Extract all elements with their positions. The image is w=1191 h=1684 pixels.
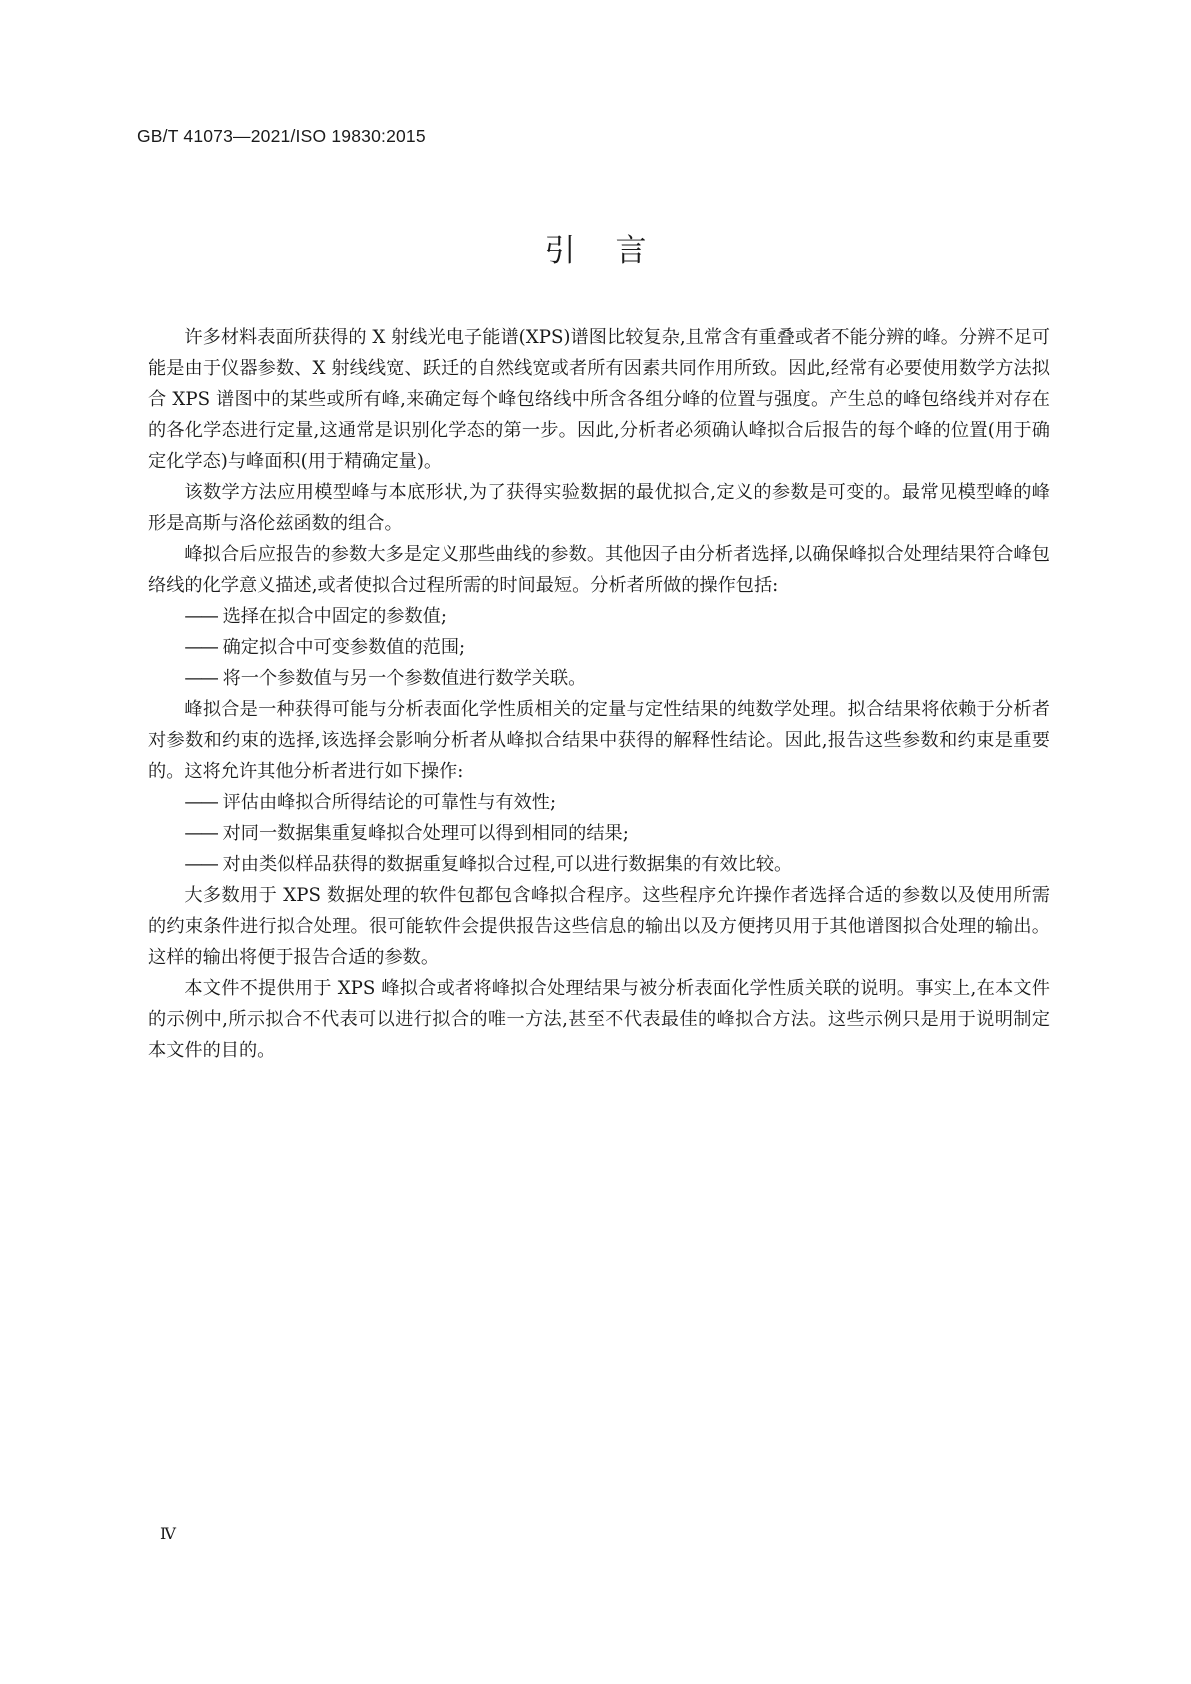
list-item [148, 632, 1050, 663]
standard-code: GB/T 41073—2021/ISO 19830:2015 [137, 126, 426, 146]
dash-marker: —— [184, 637, 217, 658]
document-body [148, 322, 1050, 1066]
paragraph-scope: 本文件不提供用于 XPS 峰拟合或者将峰拟合处理结果与被分析表面化学性质关联的说明。事实上,在本文件的示例中,所示拟合不代表可以进行拟合的唯一方法,甚至不代表最佳的峰拟合方法。这些示例只是用于说明制定本文件的目的。 [148, 978, 1050, 1061]
list-item-text: 确定拟合中可变参数值的范围; [222, 637, 466, 658]
list-item [148, 601, 1050, 632]
paragraph-parameters: 峰拟合后应报告的参数大多是定义那些曲线的参数。其他因子由分析者选择,以确保峰拟合处理结果符合峰包络线的化学意义描述,或者使拟合过程所需的时间最短。分析者所做的操作包括: [148, 544, 1050, 596]
allowed-operations-list [148, 787, 1050, 880]
list-item-text: 将一个参数值与另一个参数值进行数学关联。 [222, 668, 587, 689]
dash-marker: —— [184, 854, 217, 875]
page-number: Ⅳ [160, 1526, 176, 1543]
list-item [148, 787, 1050, 818]
paragraph-model: 该数学方法应用模型峰与本底形状,为了获得实验数据的最优拟合,定义的参数是可变的。最常见模型峰的峰形是高斯与洛伦兹函数的组合。 [148, 482, 1050, 534]
paragraph-pure-math: 峰拟合是一种获得可能与分析表面化学性质相关的定量与定性结果的纯数学处理。拟合结果将依赖于分析者对参数和约束的选择,该选择会影响分析者从峰拟合结果中获得的解释性结论。因此,报告这些参数和约束是重要的。这将允许其他分析者进行如下操作: [148, 699, 1050, 782]
dash-marker: —— [184, 792, 217, 813]
list-item-text: 对由类似样品获得的数据重复峰拟合过程,可以进行数据集的有效比较。 [222, 854, 793, 875]
list-item [148, 663, 1050, 694]
operations-list [148, 601, 1050, 694]
paragraph-software: 大多数用于 XPS 数据处理的软件包都包含峰拟合程序。这些程序允许操作者选择合适的参数以及使用所需的约束条件进行拟合处理。很可能软件会提供报告这些信息的输出以及方便拷贝用于其他谱图拟合处理的输出。这样的输出将便于报告合适的参数。 [148, 885, 1050, 968]
page-title: 引言 [544, 233, 687, 269]
list-item [148, 818, 1050, 849]
list-item-text: 评估由峰拟合所得结论的可靠性与有效性; [222, 792, 557, 813]
list-item-text: 选择在拟合中固定的参数值; [222, 606, 447, 627]
dash-marker: —— [184, 606, 217, 627]
dash-marker: —— [184, 823, 217, 844]
dash-marker: —— [184, 668, 217, 689]
paragraph-intro: 许多材料表面所获得的 X 射线光电子能谱(XPS)谱图比较复杂,且常含有重叠或者不能分辨的峰。分辨不足可能是由于仪器参数、X 射线线宽、跃迁的自然线宽或者所有因素共同作用所致。因此,经常有必要使用数学方法拟合 XPS 谱图中的某些或所有峰,来确定每个峰包络线中所含各组分峰的位置与强度。产生总的峰包络线并对存在的各化学态进行定量,这通常是识别化学态的第一步。因此,分析者必须确认峰拟合后报告的每个峰的位置(用于确定化学态)与峰面积(用于精确定量)。 [148, 327, 1050, 472]
list-item-text: 对同一数据集重复峰拟合处理可以得到相同的结果; [222, 823, 629, 844]
list-item [148, 849, 1050, 880]
